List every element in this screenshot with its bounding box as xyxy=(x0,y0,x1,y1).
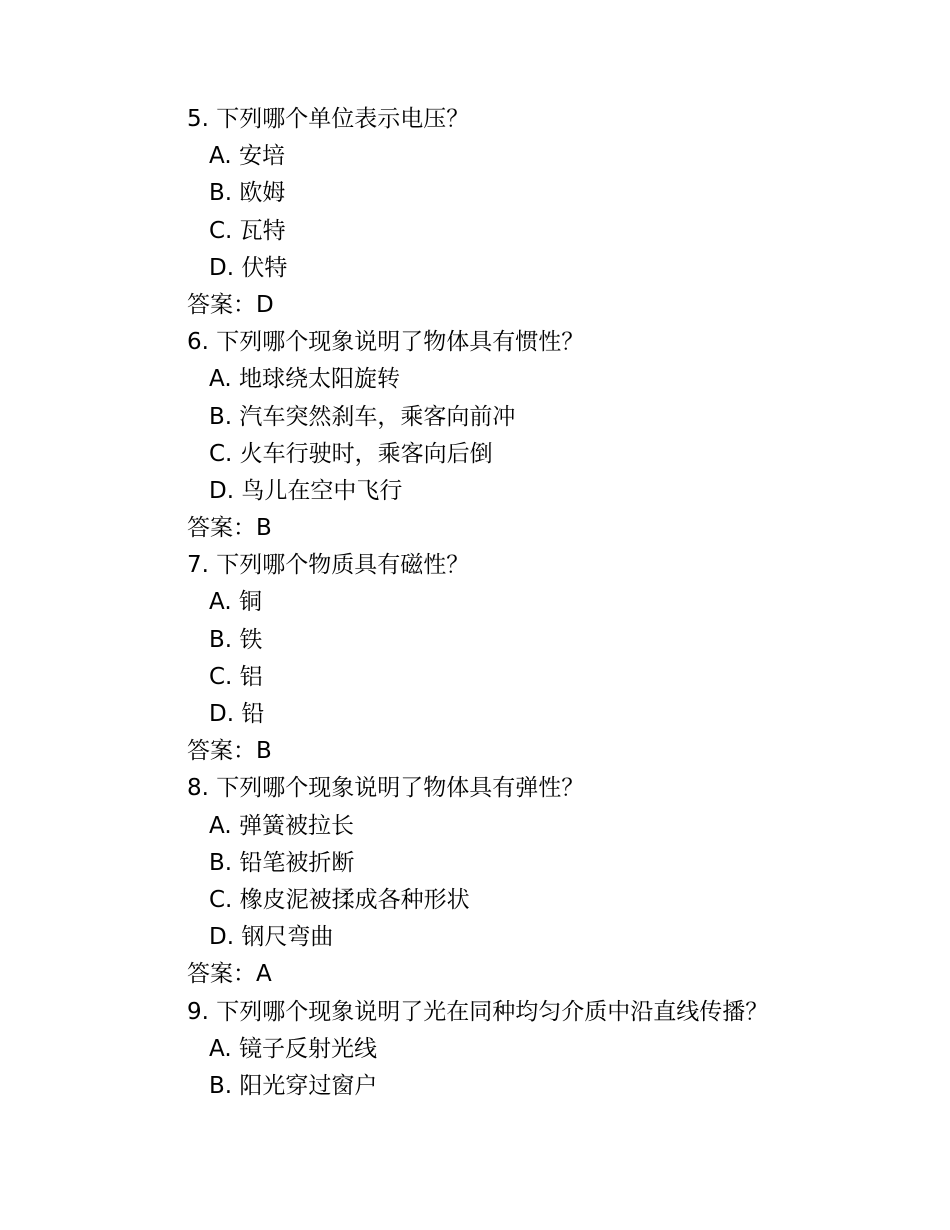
option-b: B. 铅笔被折断 xyxy=(209,849,355,876)
question-7 xyxy=(187,547,887,770)
answer: 答案：A xyxy=(187,961,272,988)
option-c: C. 瓦特 xyxy=(209,217,286,244)
question-8 xyxy=(187,770,887,993)
option-a: A. 铜 xyxy=(209,589,262,616)
option-c: C. 火车行驶时，乘客向后倒 xyxy=(209,440,493,467)
option-b: B. 欧姆 xyxy=(209,180,286,207)
answer: 答案：B xyxy=(187,738,272,765)
option-a: A. 镜子反射光线 xyxy=(209,1035,377,1062)
option-a: A. 安培 xyxy=(209,143,285,170)
option-d: D. 伏特 xyxy=(209,254,288,281)
option-b: B. 阳光穿过窗户 xyxy=(209,1072,378,1099)
answer: 答案：D xyxy=(187,291,274,318)
option-d: D. 铅 xyxy=(209,701,265,727)
option-b: B. 汽车突然刹车，乘客向前冲 xyxy=(209,403,516,430)
question-5 xyxy=(187,101,887,324)
question-text: 9. 下列哪个现象说明了光在同种均匀介质中沿直线传播？ xyxy=(187,998,769,1025)
option-c: C. 铝 xyxy=(209,663,263,690)
question-text: 8. 下列哪个现象说明了物体具有弹性？ xyxy=(187,775,585,802)
question-9 xyxy=(187,994,887,1106)
option-d: D. 鸟儿在空中飞行 xyxy=(209,477,403,504)
option-d: D. 钢尺弯曲 xyxy=(209,924,334,951)
answer: 答案：B xyxy=(187,515,272,542)
question-text: 5. 下列哪个单位表示电压？ xyxy=(187,106,470,132)
question-text: 6. 下列哪个现象说明了物体具有惯性？ xyxy=(187,329,585,356)
question-6 xyxy=(187,324,887,547)
option-b: B. 铁 xyxy=(209,626,263,653)
question-list xyxy=(187,101,887,1105)
option-c: C. 橡皮泥被揉成各种形状 xyxy=(209,886,470,913)
option-a: A. 弹簧被拉长 xyxy=(209,812,354,839)
option-a: A. 地球绕太阳旋转 xyxy=(209,366,400,393)
question-text: 7. 下列哪个物质具有磁性？ xyxy=(187,552,470,579)
